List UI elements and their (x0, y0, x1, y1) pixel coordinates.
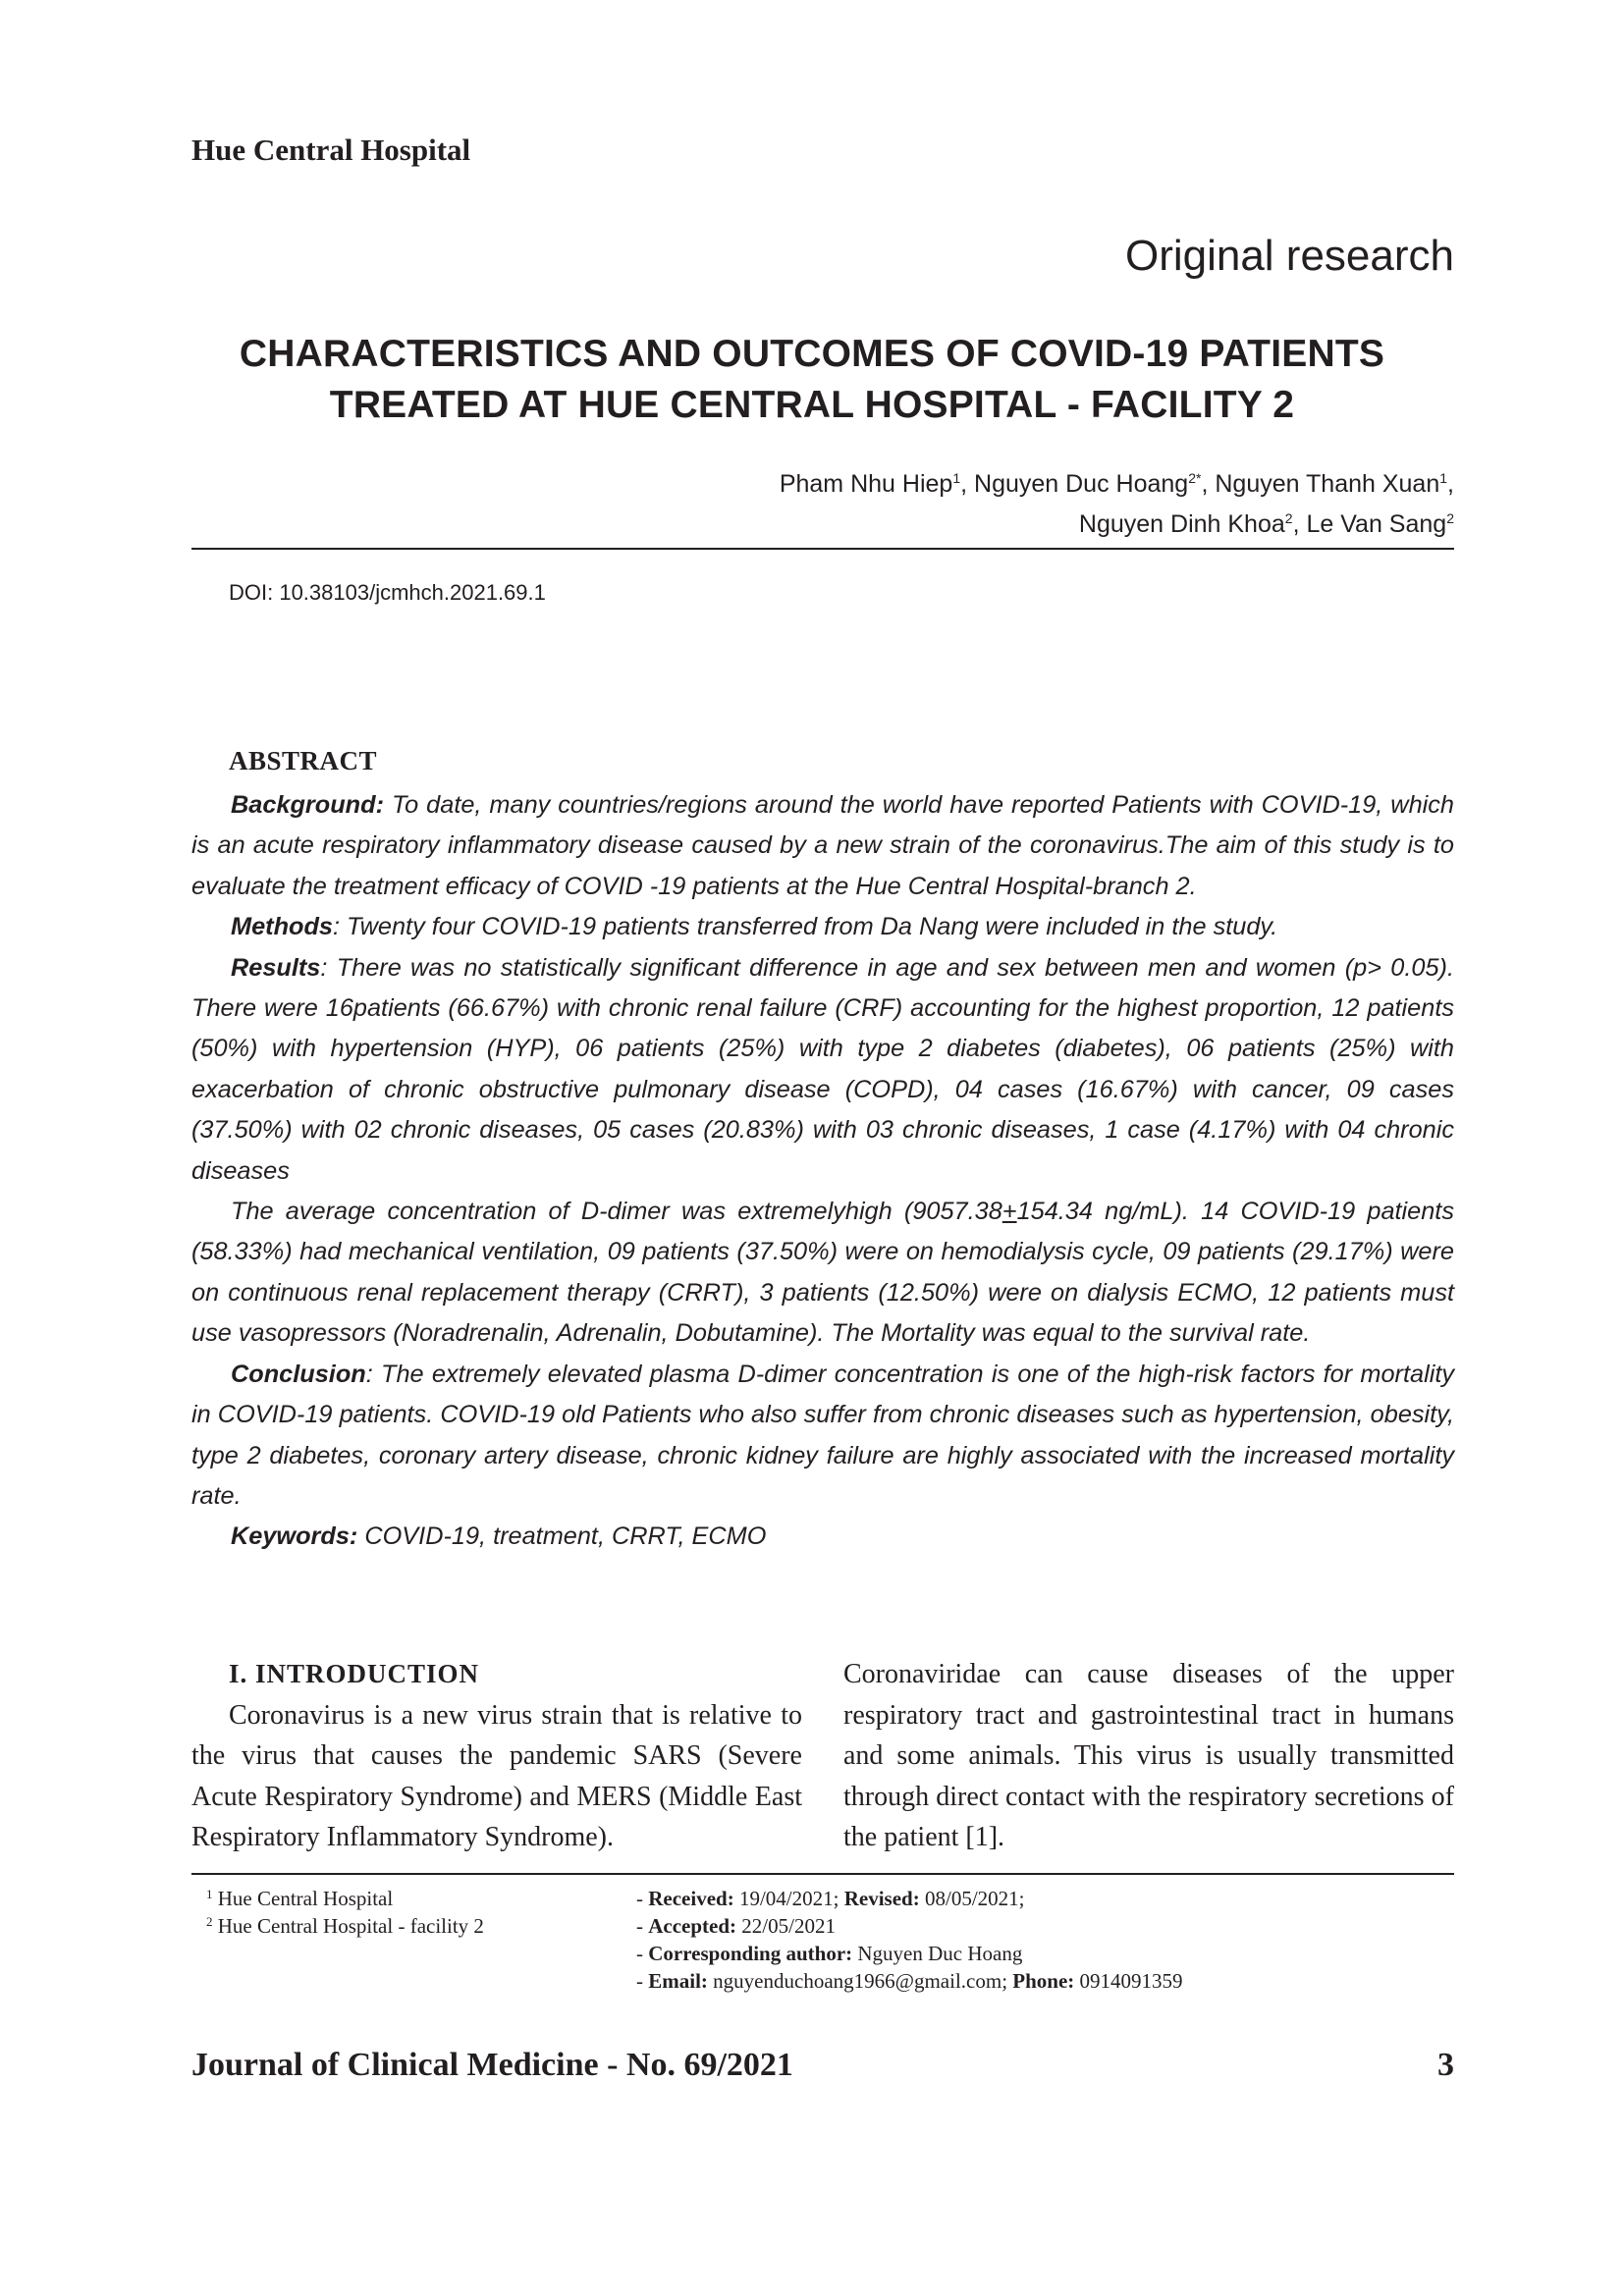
affiliation-text: Hue Central Hospital (217, 1887, 394, 1910)
abstract-conclusion (191, 1355, 1454, 1518)
revised-date: 08/05/2021; (924, 1887, 1025, 1910)
author-line-2: Nguyen Dinh Khoa$^2$, Le Van Sang$^2$ (1078, 510, 1454, 538)
background-label: Background: (231, 791, 385, 819)
corresponding-line (636, 1940, 1183, 1967)
conclusion-text: : The extremely elevated plasma D-dimer concentration is one of the high-risk factors for mortality in COVID-19 patients. COVID-19 old Patients who also suffer from chronic diseases such as hypertension, obesity, type 2 diabetes, coronary artery disease, chronic kidney failure are highly associated with the increased mortality rate. (191, 1360, 1454, 1510)
author-name: Nguyen Dinh Khoa (1078, 510, 1285, 538)
author-name: Nguyen Thanh Xuan (1215, 470, 1440, 498)
abstract-ddimer (191, 1192, 1454, 1355)
author-line-1: Pham Nhu Hiep$^1$, Nguyen Duc Hoang$^{2*}$, Nguyen Thanh Xuan$^1$, (779, 470, 1454, 498)
affiliations (206, 1885, 484, 1940)
paper-title (147, 329, 1477, 431)
affiliation-mark: 1 (206, 1887, 213, 1901)
abstract-body (191, 785, 1454, 1558)
abstract-results (191, 948, 1454, 1192)
contact-line (636, 1967, 1183, 1995)
ddimer-text-cont: 154.34 ng/mL). 14 COVID-19 patients (58.33%) had mechanical ventilation, 09 patients (37.50%) were on hemodialysis cycle, 09 patients (29.17%) were on continuous renal replacement therapy (CRRT), 3 patients (12.50%) were on dialysis ECMO, 12 patients must use vasopressors (Noradrenalin, Adrenalin, Dobutamine). The Mortality was equal to the survival rate. (191, 1198, 1454, 1348)
received-label: Received: (648, 1887, 734, 1910)
methods-label: Methods (231, 913, 333, 941)
phone-number: 0914091359 (1079, 1969, 1183, 1993)
article-metadata (636, 1885, 1183, 1995)
journal-footer: Journal of Clinical Medicine - No. 69/2021 (191, 2047, 793, 2083)
author-affiliation-mark: 1 (952, 470, 961, 486)
footnote-divider (191, 1873, 1454, 1875)
intro-column-left (191, 1654, 802, 1858)
email-address: nguyenduchoang1966@gmail.com; (713, 1969, 1008, 1993)
results-label: Results (231, 953, 321, 982)
abstract-keywords (191, 1517, 1454, 1557)
header-divider (191, 548, 1454, 550)
accepted-label: Accepted: (648, 1914, 737, 1938)
running-head: Hue Central Hospital (191, 133, 471, 167)
author-list (780, 464, 1454, 545)
keywords-text: COVID-19, treatment, CRRT, ECMO (357, 1522, 767, 1551)
keywords-label: Keywords: (231, 1522, 358, 1551)
title-line-1: CHARACTERISTICS AND OUTCOMES OF COVID-19 PATIENTS (239, 333, 1385, 375)
introduction-heading: I. INTRODUCTION (229, 1659, 480, 1688)
doi: DOI: 10.38103/jcmhch.2021.69.1 (229, 580, 546, 605)
intro-paragraph-right: Coronaviridae can cause diseases of the upper respiratory tract and gastrointestinal tract in humans and some animals. This virus is usually transmitted through direct contact with the respiratory secretions of the patient [1]. (843, 1659, 1454, 1852)
page-number: 3 (1437, 2047, 1454, 2083)
intro-paragraph-left: Coronavirus is a new virus strain that is relative to the virus that causes the pandemic SARS (Severe Acute Respiratory Syndrome) and MERS (Middle East Respiratory Inflammatory Syndrome). (191, 1699, 802, 1852)
author-name: Nguyen Duc Hoang (974, 470, 1189, 498)
dash: - (636, 1969, 649, 1993)
ddimer-text: The average concentration of D-dimer was extremelyhigh (9057.38 (231, 1198, 1002, 1226)
author-affiliation-mark: 2* (1188, 470, 1202, 486)
author-affiliation-mark: 2 (1284, 510, 1293, 526)
affiliation-text: Hue Central Hospital - facility 2 (217, 1914, 484, 1938)
intro-column-right (843, 1654, 1454, 1858)
plus-minus-sign: + (1001, 1198, 1017, 1226)
revised-label: Revised: (843, 1887, 920, 1910)
results-text: : There was no statistically significant difference in age and sex between men and women (p> 0.05). There were 16patients (66.67%) with chronic renal failure (CRF) accounting for the highest proportion, 12 patients (50%) with hypertension (HYP), 06 patients (25%) with type 2 diabetes (diabetes), 06 patients (25%) with exacerbation of chronic obstructive pulmonary disease (COPD), 04 cases (16.67%) with cancer, 09 cases (37.50%) with 02 chronic diseases, 05 cases (20.83%) with 03 chronic diseases, 1 case (4.17%) with 04 chronic diseases (191, 953, 1454, 1185)
author-affiliation-mark: 2 (1446, 510, 1454, 526)
dash: - (636, 1887, 649, 1910)
corresponding-label: Corresponding author: (648, 1942, 853, 1965)
abstract-heading: ABSTRACT (229, 746, 378, 775)
affiliation-1 (206, 1885, 484, 1912)
abstract-methods (191, 907, 1454, 947)
corresponding-author: Nguyen Duc Hoang (857, 1942, 1023, 1965)
email-label: Email: (648, 1969, 708, 1993)
received-date: 19/04/2021; (738, 1887, 839, 1910)
section-label: Original research (1124, 232, 1454, 280)
accepted-line (636, 1912, 1183, 1940)
conclusion-label: Conclusion (231, 1360, 366, 1388)
dash: - (636, 1942, 649, 1965)
affiliation-2 (206, 1912, 484, 1940)
author-affiliation-mark: 1 (1439, 470, 1448, 486)
background-text: To date, many countries/regions around the world have reported Patients with COVID-19, which is an acute respiratory inflammatory disease caused by a new strain of the coronavirus.The aim of this study is to evaluate the treatment efficacy of COVID -19 patients at the Hue Central Hospital-branch 2. (191, 791, 1454, 900)
affiliation-mark: 2 (206, 1914, 213, 1929)
title-line-2: TREATED AT HUE CENTRAL HOSPITAL - FACILITY 2 (329, 384, 1295, 426)
author-name: Pham Nhu Hiep (779, 470, 953, 498)
phone-label: Phone: (1012, 1969, 1075, 1993)
dates-line (636, 1885, 1183, 1912)
abstract-background (191, 785, 1454, 907)
accepted-date: 22/05/2021 (741, 1914, 836, 1938)
methods-text: : Twenty four COVID-19 patients transferred from Da Nang were included in the study. (333, 913, 1278, 941)
dash: - (636, 1914, 649, 1938)
author-name: Le Van Sang (1306, 510, 1447, 538)
